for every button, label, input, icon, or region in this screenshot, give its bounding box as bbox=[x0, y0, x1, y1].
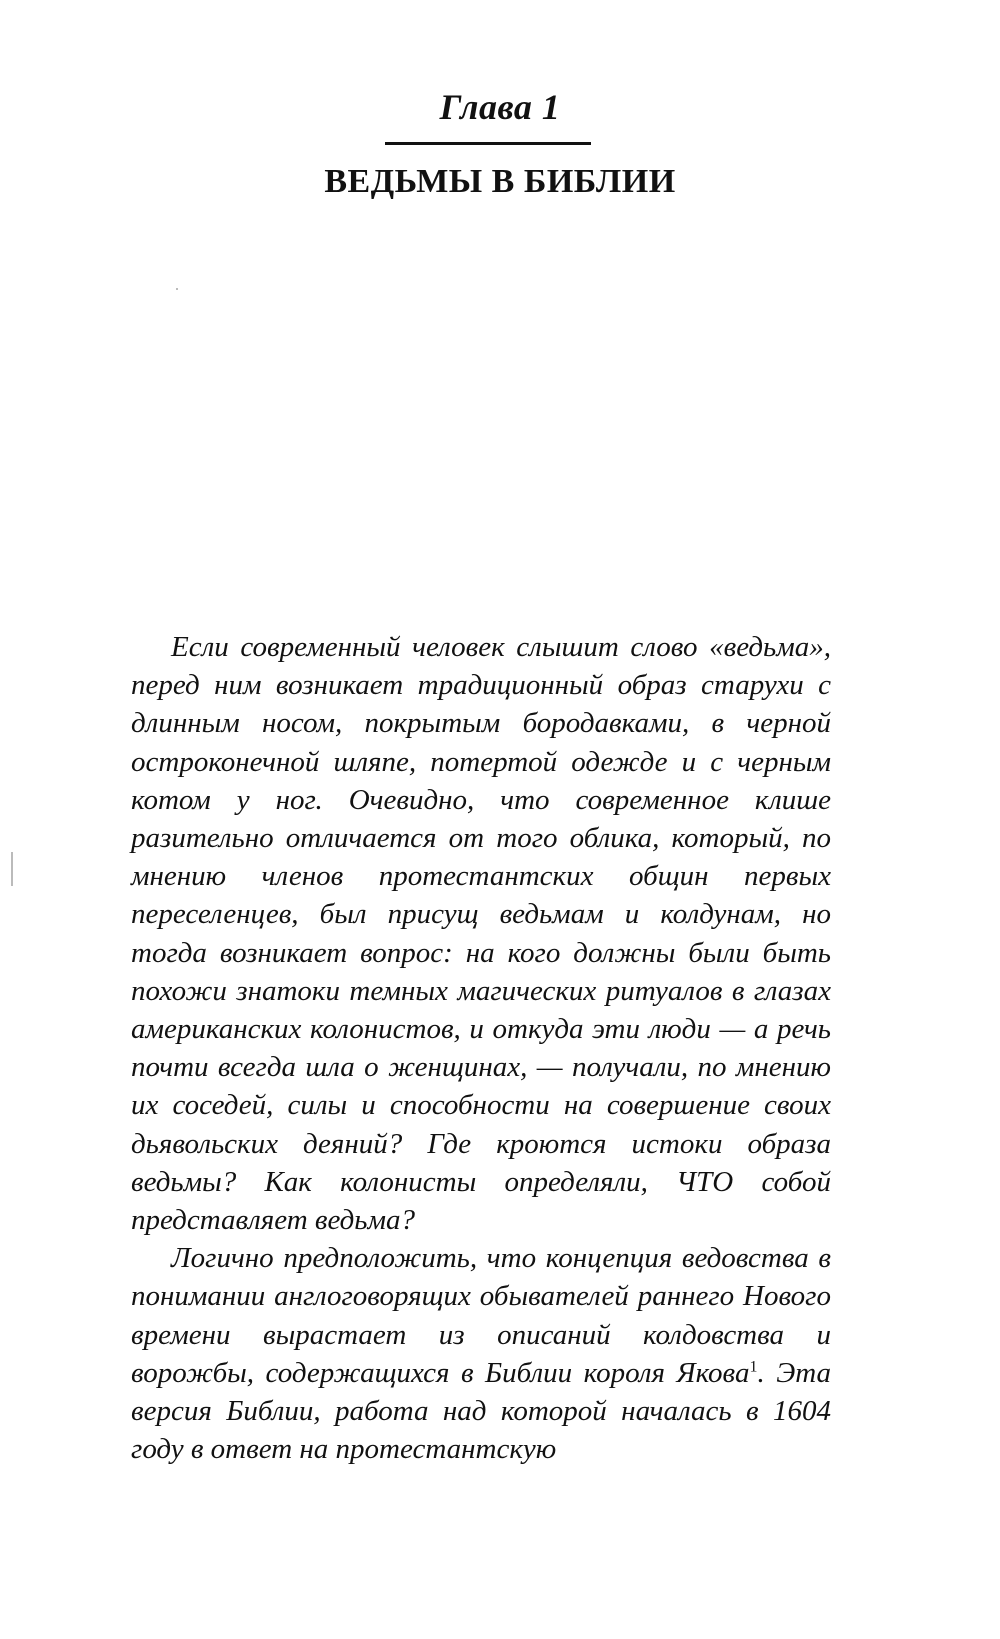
paragraph-2-text-start: Логично предположить, что концепция ведовства в понимании англоговорящих обывателей раннего Нового времени вырастает из описаний колдовства и ворожбы, содержащихся в Библии короля Якова bbox=[131, 1242, 831, 1389]
chapter-body bbox=[131, 628, 831, 1468]
chapter-label: Глава 1 bbox=[439, 87, 561, 127]
scan-speck bbox=[11, 852, 13, 886]
chapter-title: ВЕДЬМЫ В БИБЛИИ bbox=[324, 163, 676, 200]
paragraph-1: Если современный человек слышит слово «ведьма», перед ним возникает традиционный образ старухи с длинным носом, покрытым бородавками, в черной остроконечной шляпе, потертой одежде и с черным котом у ног. Очевидно, что современное клише разительно отличается от того облика, который, по мнению членов протестантских общин первых переселенцев, был присущ ведьмам и колдунам, но тогда возникает вопрос: на кого должны были быть похожи знатоки темных магических ритуалов в глазах американских колонистов, и откуда эти люди — а речь почти всегда шла о женщинах, — получали, по мнению их соседей, силы и способности на совершение своих дьявольских деяний? Где кроются истоки образа ведьмы? Как колонисты определяли, ЧТО собой представляет ведьма? bbox=[131, 631, 831, 1237]
scan-speck bbox=[176, 288, 178, 290]
footnote-reference[interactable]: 1 bbox=[749, 1358, 758, 1376]
chapter-divider-rule bbox=[385, 142, 591, 145]
paragraph-2-text-end: . Эта версия Библии, работа над которой началась в 1604 году в ответ на протестантскую bbox=[131, 1356, 831, 1466]
paragraph-2 bbox=[131, 1239, 831, 1468]
